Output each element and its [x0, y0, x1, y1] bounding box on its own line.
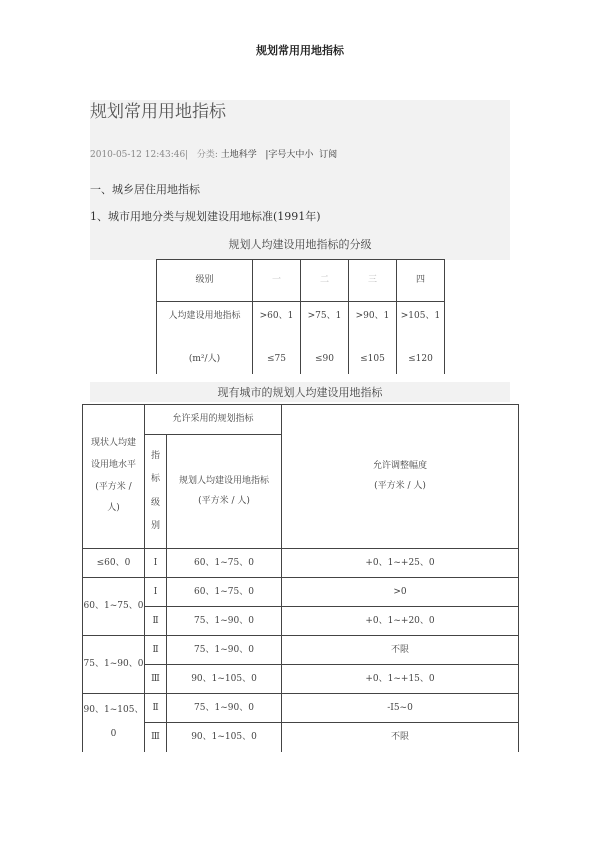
category-label: 分类: [196, 150, 218, 160]
table1-row [157, 302, 445, 375]
index-level-header-char: 指 [150, 450, 160, 461]
adjust-range-header-line2: (平方米 / 人) [374, 480, 426, 491]
table-row [83, 549, 519, 578]
category-link[interactable]: 土地科学 [220, 150, 257, 160]
post-datetime: 2010-05-12 12:43:46| [90, 150, 189, 160]
planned-index-cell: 60、1~75、0 [167, 549, 282, 578]
table1-cell-line2: ≤90 [315, 354, 334, 365]
table1-row-label-line2: (m²/人) [188, 354, 221, 365]
index-level-header [145, 435, 167, 549]
planned-index-cell: 90、1~105、0 [167, 723, 282, 752]
index-level-cell: Ⅰ [145, 549, 167, 578]
subsection-heading: 1、城市用地分类与规划建设用地标准(1991年) [90, 210, 321, 223]
current-level-line: 0 [110, 728, 117, 739]
index-level-cell: Ⅱ [145, 636, 167, 665]
table1-cell [301, 302, 349, 375]
current-level-cell: 60、1~75、0 [83, 578, 145, 636]
planned-index-cell: 75、1~90、0 [167, 694, 282, 723]
font-size-small[interactable]: 小 [304, 150, 314, 160]
adjust-range-cell: +0、1~+20、0 [282, 607, 519, 636]
post-title: 规划常用用地指标 [90, 102, 226, 122]
table1-cell-line2: ≤105 [360, 354, 385, 365]
table1-cell-line1: >105、1 [400, 311, 441, 321]
planned-index-header-line1: 规划人均建设用地指标 [179, 475, 270, 486]
planned-index-header [167, 435, 282, 549]
index-level-header-char: 别 [150, 520, 160, 531]
table1-header-label: 级别 [157, 260, 253, 302]
table1-row-label-line1: 人均建设用地指标 [168, 311, 241, 321]
current-level-line: 90、1~105、 [83, 705, 144, 716]
font-size-label: |字号 [265, 150, 287, 160]
table1-cell-line1: >60、1 [259, 311, 294, 321]
current-level-cell: ≤60、0 [83, 549, 145, 578]
table1-cell [253, 302, 301, 375]
planned-index-cell: 75、1~90、0 [167, 607, 282, 636]
adjust-range-cell: 不限 [282, 636, 519, 665]
table1-caption: 规划人均建设用地指标的分级 [228, 238, 372, 251]
index-level-cell: Ⅲ [145, 665, 167, 694]
table1-level-4: 四 [397, 260, 445, 302]
table-row [83, 607, 519, 636]
table1-cell-line2: ≤120 [408, 354, 433, 365]
adjust-range-cell: 不限 [282, 723, 519, 752]
table1-level-2: 二 [301, 260, 349, 302]
table1-cell [397, 302, 445, 375]
current-level-header-line: 人) [107, 503, 120, 514]
index-level-cell: Ⅲ [145, 723, 167, 752]
adjust-range-header-line1: 允许调整幅度 [373, 460, 428, 471]
planned-index-cell: 90、1~105、0 [167, 665, 282, 694]
adjust-range-cell: >0 [282, 578, 519, 607]
current-level-header-line: 设用地水平 [90, 459, 136, 470]
current-level-cell: 75、1~90、0 [83, 636, 145, 694]
table-row [83, 694, 519, 723]
table1-cell-line1: >90、1 [355, 311, 390, 321]
section-heading: 一、城乡居住用地指标 [90, 183, 200, 196]
current-city-table [82, 404, 519, 752]
table1-level-3: 三 [349, 260, 397, 302]
table-row [83, 578, 519, 607]
table1-cell-line1: >75、1 [307, 311, 342, 321]
index-level-cell: Ⅰ [145, 578, 167, 607]
table-row [83, 665, 519, 694]
post-meta [90, 147, 337, 160]
table2-caption: 现有城市的规划人均建设用地指标 [217, 386, 383, 399]
font-size-medium[interactable]: 中 [295, 150, 305, 160]
document-title: 规划常用用地指标 [256, 44, 344, 57]
index-level-header-char: 级 [150, 497, 160, 508]
current-level-header [83, 405, 145, 549]
table-row [83, 636, 519, 665]
table1-cell-line2: ≤75 [267, 354, 286, 365]
index-level-header-char: 标 [150, 474, 160, 485]
grading-table [156, 259, 445, 374]
adjust-range-cell: +0、1~+25、0 [282, 549, 519, 578]
table1-level-1: 一 [253, 260, 301, 302]
current-level-cell [83, 694, 145, 752]
adjust-range-cell: -I5~0 [282, 694, 519, 723]
adjust-range-cell: +0、1~+15、0 [282, 665, 519, 694]
allowed-index-group-header: 允许采用的规划指标 [145, 405, 282, 435]
planned-index-header-line2: (平方米 / 人) [198, 495, 250, 506]
table-row [83, 723, 519, 752]
table1-cell [349, 302, 397, 375]
planned-index-cell: 60、1~75、0 [167, 578, 282, 607]
index-level-cell: Ⅱ [145, 694, 167, 723]
index-level-cell: Ⅱ [145, 607, 167, 636]
adjust-range-header [282, 405, 519, 549]
table1-row-label [157, 302, 253, 375]
planned-index-cell: 75、1~90、0 [167, 636, 282, 665]
current-level-header-line: (平方米 / [95, 481, 132, 492]
font-size-large[interactable]: 大 [286, 150, 296, 160]
current-level-header-line: 现状人均建 [90, 438, 136, 449]
subscribe-link[interactable]: 订阅 [319, 150, 338, 160]
